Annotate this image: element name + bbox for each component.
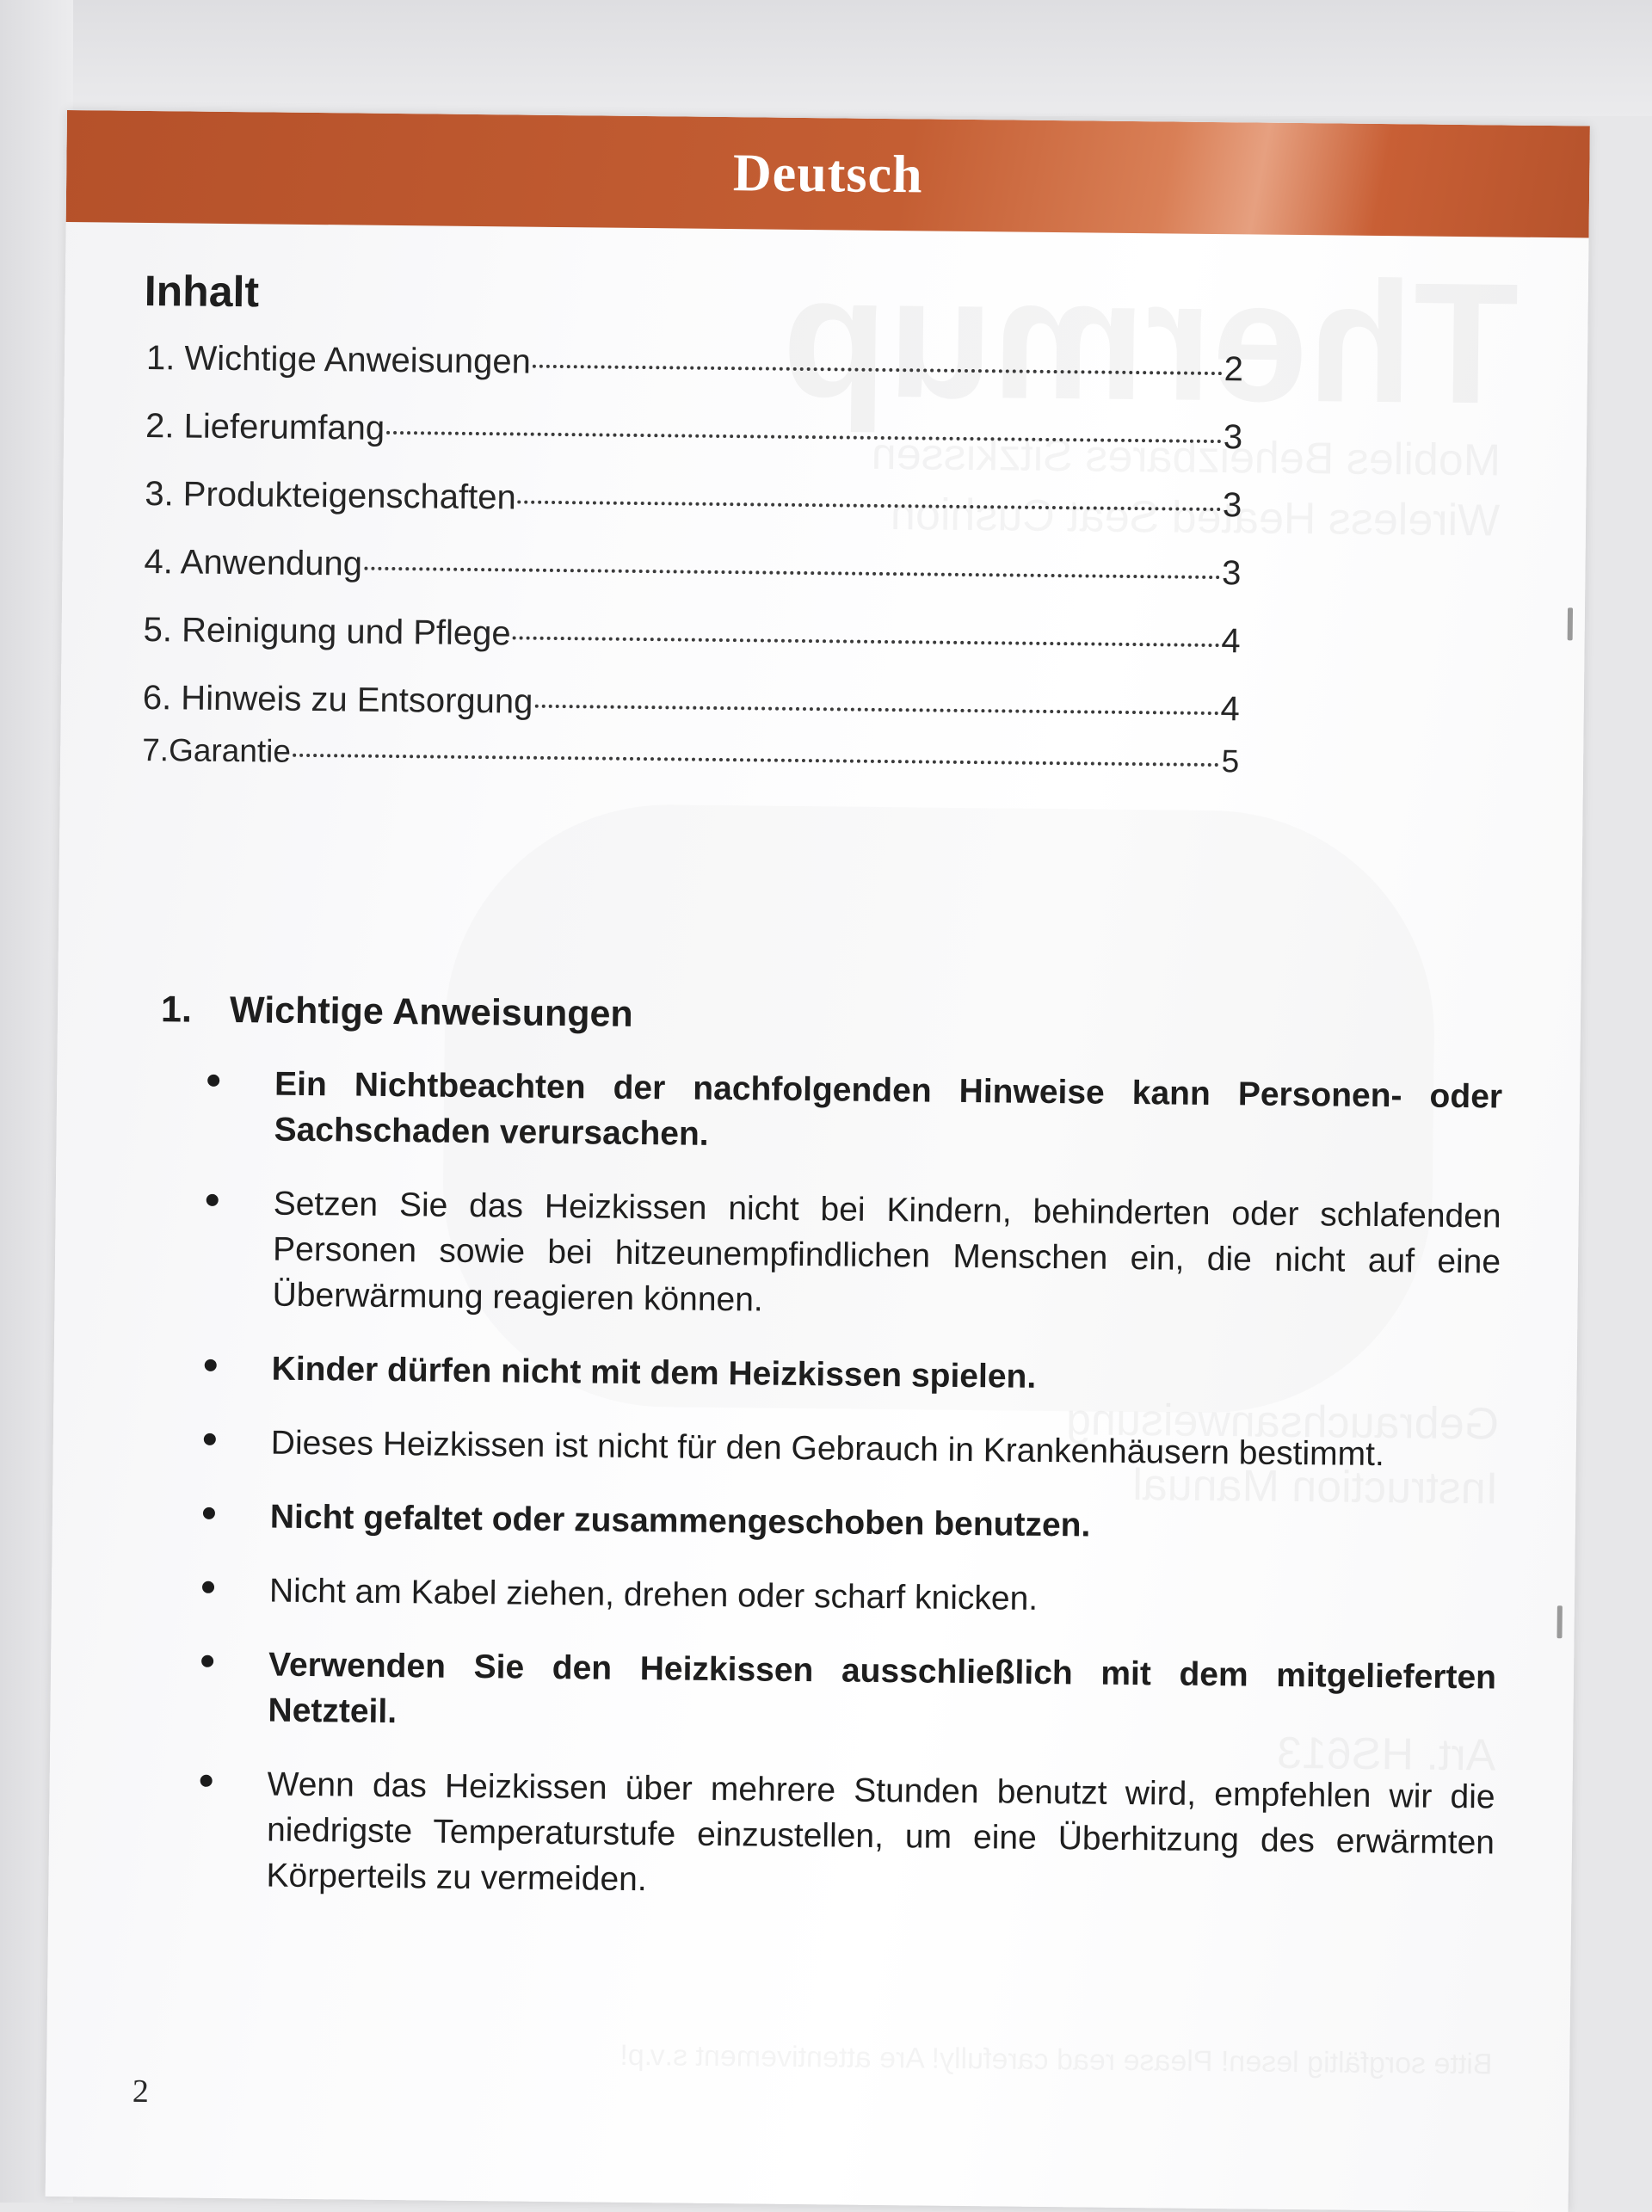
binding-staple xyxy=(1556,1605,1562,1638)
binding-staple xyxy=(1568,607,1573,640)
bullet-icon xyxy=(204,1433,216,1445)
toc-leader-dots xyxy=(364,567,1220,579)
list-item xyxy=(156,1493,1498,1552)
list-item xyxy=(155,1567,1497,1626)
toc-entry-label: 4. Anwendung xyxy=(144,542,363,583)
bullet-icon xyxy=(200,1775,213,1787)
toc-entry-label: 1. Wichtige Anweisungen xyxy=(145,338,532,381)
bullet-icon xyxy=(202,1581,214,1593)
toc-entry xyxy=(145,407,1243,486)
toc-entry xyxy=(142,732,1240,811)
list-item-text: Dieses Heizkissen ist nicht für den Gebrauch in Krankenhäusern bestimmt. xyxy=(270,1424,1385,1474)
list-item-text: Wenn das Heizkissen über mehrere Stunden benutzt wird, empfehlen wir die niedrigste Temperaturstufe einzustellen, um eine Überhitzung des erwärmten Körperteils zu vermeiden. xyxy=(266,1765,1495,1899)
toc-entry xyxy=(143,611,1241,690)
toc-leader-dots xyxy=(534,705,1218,715)
list-item xyxy=(157,1345,1499,1404)
toc-entry-page: 3 xyxy=(1222,486,1242,525)
section-title: Wichtige Anweisungen xyxy=(229,989,633,1035)
toc-entry-page: 3 xyxy=(1223,418,1243,457)
bullet-icon xyxy=(205,1359,217,1371)
manual-page xyxy=(46,110,1590,2212)
toc-entry-label: 2. Lieferumfang xyxy=(145,406,385,447)
section-important-instructions xyxy=(151,989,1503,1939)
toc-title: Inhalt xyxy=(144,266,260,317)
toc-entry-page: 2 xyxy=(1224,350,1244,389)
bullet-icon xyxy=(207,1075,219,1087)
list-item-text: Kinder dürfen nicht mit dem Heizkissen spielen. xyxy=(271,1350,1037,1396)
toc-entry-label: 6. Hinweis zu Entsorgung xyxy=(142,678,533,721)
list-item-text: Ein Nichtbeachten der nachfolgenden Hinweise kann Personen- oder Sachschaden verursachen. xyxy=(274,1065,1503,1153)
toc-leader-dots xyxy=(518,501,1221,512)
toc-entry xyxy=(144,543,1242,622)
toc-entry-page: 4 xyxy=(1221,622,1241,661)
list-item xyxy=(153,1641,1496,1746)
bullet-icon xyxy=(201,1655,213,1667)
toc-entry xyxy=(145,475,1242,554)
list-item xyxy=(157,1180,1501,1330)
list-item-text: Verwenden Sie den Heizkissen ausschließlich mit dem mitgelieferten Netzteil. xyxy=(268,1646,1497,1731)
list-item-text: Nicht am Kabel ziehen, drehen oder scharf knicken. xyxy=(268,1572,1039,1617)
toc-entry-page: 3 xyxy=(1221,554,1242,593)
bullet-icon xyxy=(203,1507,215,1519)
show-through-line xyxy=(620,2039,1493,2082)
toc-entry-page: 5 xyxy=(1221,743,1240,779)
background-surface xyxy=(0,0,1652,116)
toc-entry-label: 3. Produkteigenschaften xyxy=(145,474,516,517)
table-of-contents xyxy=(142,339,1244,811)
toc-leader-dots xyxy=(293,754,1220,767)
toc-entry-label: 7.Garantie xyxy=(142,731,292,769)
toc-leader-dots xyxy=(386,431,1222,443)
toc-entry xyxy=(145,339,1243,418)
instruction-list xyxy=(151,1060,1502,1911)
list-item xyxy=(151,1760,1495,1911)
list-item xyxy=(157,1419,1499,1478)
toc-leader-dots xyxy=(513,636,1220,647)
bullet-icon xyxy=(206,1194,219,1206)
page-number: 2 xyxy=(132,2073,150,2110)
toc-leader-dots xyxy=(533,365,1223,375)
list-item xyxy=(159,1060,1502,1165)
page-title: Deutsch xyxy=(732,144,923,205)
toc-entry-label: 5. Reinigung und Pflege xyxy=(143,610,511,653)
toc-entry-page: 4 xyxy=(1220,690,1241,729)
section-number: 1. xyxy=(160,989,193,1031)
list-item-text: Nicht gefaltet oder zusammengeschoben benutzen. xyxy=(269,1498,1091,1544)
list-item-text: Setzen Sie das Heizkissen nicht bei Kindern, behinderten oder schlafenden Personen sowie bei hitzeunempfindlichen Menschen ein, die nicht auf eine Überwärmung reagieren können. xyxy=(272,1185,1501,1319)
